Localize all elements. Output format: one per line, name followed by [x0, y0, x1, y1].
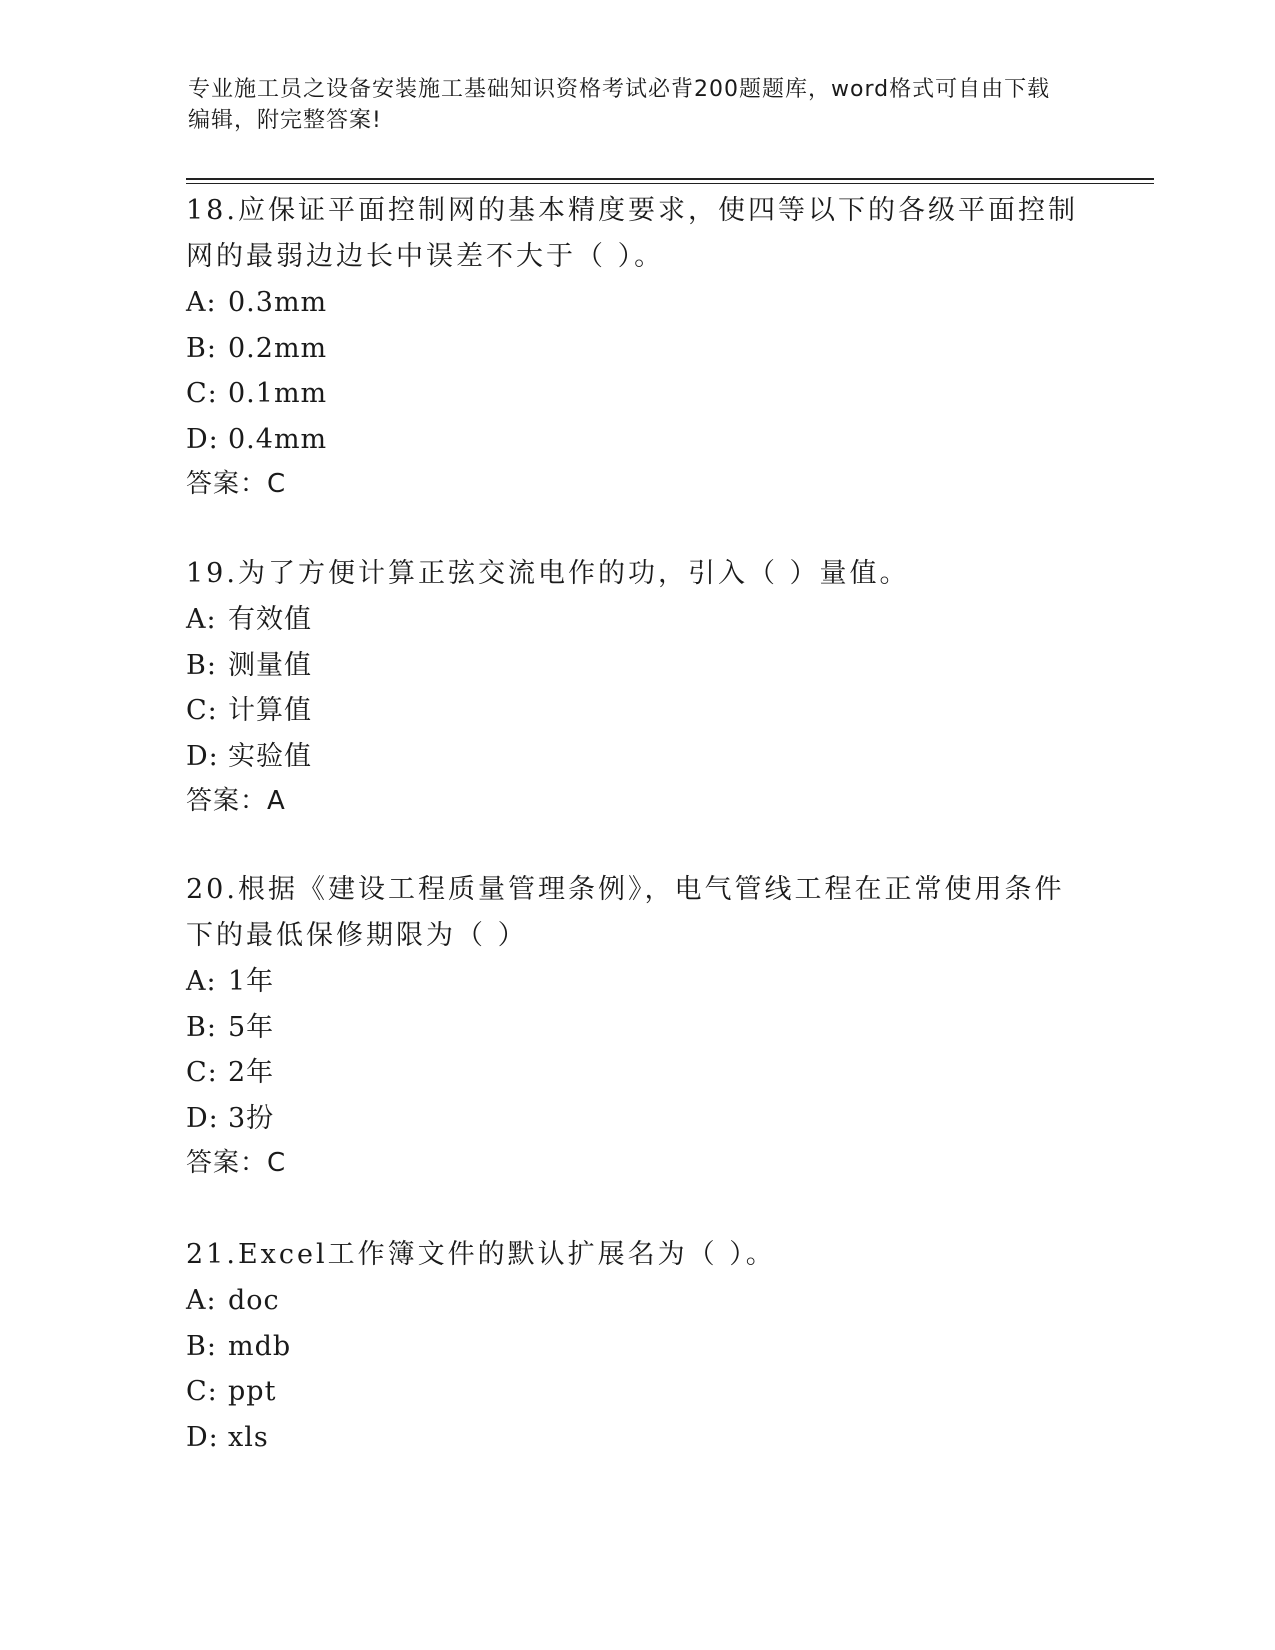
option-letter: B:	[186, 1330, 217, 1362]
option-text: mdb	[228, 1330, 292, 1362]
option-b	[186, 1324, 1086, 1370]
option-letter: B:	[186, 1011, 217, 1043]
option-c	[186, 371, 1086, 417]
answer-text: 答案：A	[186, 786, 286, 816]
option-text: 2年	[228, 1057, 275, 1088]
header-divider-thick	[186, 178, 1154, 180]
option-letter: A:	[186, 966, 217, 997]
option-letter: C:	[186, 1057, 218, 1088]
option-letter: D:	[186, 1102, 219, 1134]
question-text: 18.应保证平面控制网的基本精度要求，使四等以下的各级平面控制网的最弱边边长中误差不大于（ ）。	[186, 195, 1078, 272]
option-letter: C:	[186, 378, 218, 409]
option-text: doc	[228, 1285, 280, 1316]
option-letter: A:	[186, 1285, 217, 1316]
question-19	[186, 551, 1086, 821]
question-21	[186, 1232, 1086, 1460]
option-letter: A:	[186, 287, 217, 318]
header-divider-thin	[186, 183, 1154, 184]
option-text: 1年	[228, 966, 275, 997]
answer-text: 答案：C	[186, 469, 287, 499]
option-a	[186, 1278, 1086, 1324]
option-text: 5年	[228, 1011, 275, 1043]
option-letter: B:	[186, 649, 217, 681]
option-d	[186, 734, 1086, 780]
option-b	[186, 643, 1086, 689]
document-header: 专业施工员之设备安装施工基础知识资格考试必背200题题库，word格式可自由下载编辑，附完整答案!	[188, 77, 1051, 133]
option-b	[186, 1005, 1086, 1051]
option-text: 计算值	[228, 695, 312, 726]
answer-text: 答案：C	[186, 1148, 287, 1178]
option-letter: B:	[186, 332, 217, 364]
question-text: 19.为了方便计算正弦交流电作的功，引入（ ）量值。	[186, 558, 910, 589]
option-letter: D:	[186, 1421, 219, 1453]
option-c	[186, 1369, 1086, 1415]
option-text: 0.2mm	[228, 332, 328, 364]
option-text: 实验值	[228, 740, 312, 772]
question-text: 20.根据《建设工程质量管理条例》，电气管线工程在正常使用条件下的最低保修期限为（ ）	[186, 874, 1065, 951]
option-d	[186, 1415, 1086, 1461]
option-text: 3扮	[228, 1102, 275, 1134]
option-b	[186, 326, 1086, 372]
option-text: 0.3mm	[228, 287, 328, 318]
option-c	[186, 688, 1086, 734]
option-text: ppt	[228, 1376, 277, 1407]
option-a	[186, 597, 1086, 643]
option-letter: D:	[186, 740, 219, 772]
option-text: xls	[228, 1421, 269, 1453]
option-d	[186, 417, 1086, 463]
question-20	[186, 867, 1086, 1183]
option-letter: A:	[186, 604, 217, 635]
option-text: 0.1mm	[228, 378, 328, 409]
question-text: 21.Excel工作簿文件的默认扩展名为（ ）。	[186, 1239, 776, 1270]
option-letter: C:	[186, 695, 218, 726]
option-text: 测量值	[228, 649, 312, 681]
option-d	[186, 1096, 1086, 1142]
option-text: 0.4mm	[228, 423, 328, 455]
option-a	[186, 280, 1086, 326]
option-c	[186, 1050, 1086, 1096]
option-a	[186, 959, 1086, 1005]
question-18	[186, 188, 1086, 504]
option-letter: D:	[186, 423, 219, 455]
option-letter: C:	[186, 1376, 218, 1407]
option-text: 有效值	[228, 604, 312, 635]
